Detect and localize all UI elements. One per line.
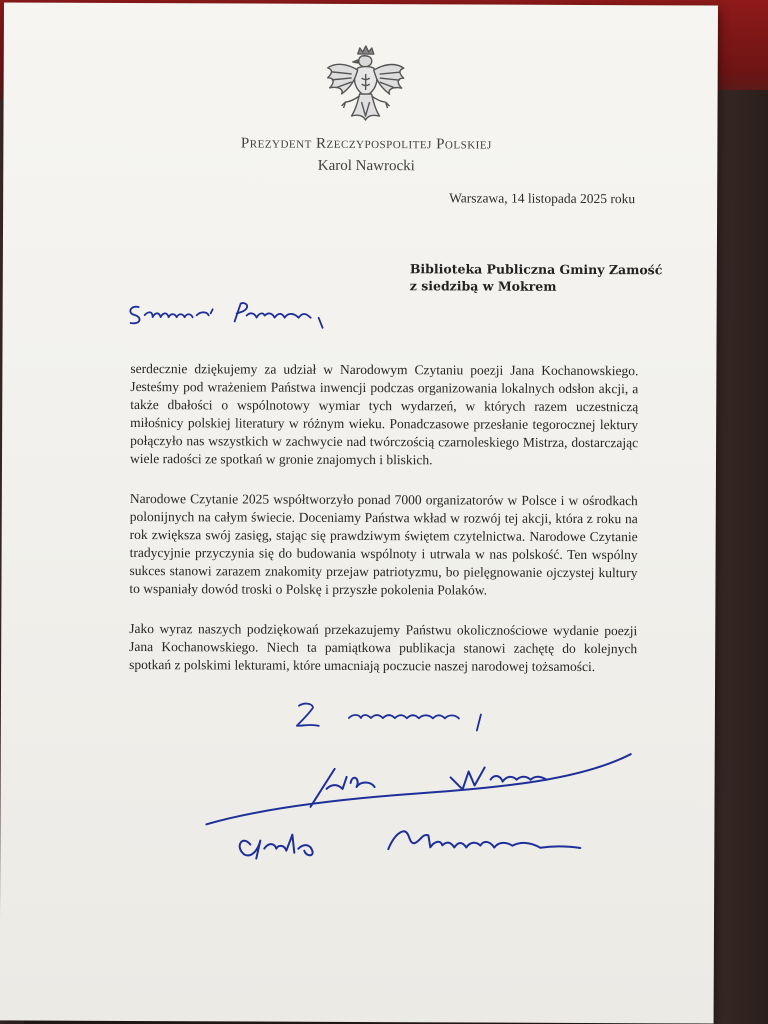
letterhead	[143, 133, 589, 177]
letter-page	[0, 2, 718, 1023]
handwritten-closing	[291, 696, 511, 737]
letterhead-name: Karol Nawrocki	[317, 157, 415, 175]
letter-date: Warszawa, 14 listopada 2025 roku	[449, 190, 636, 207]
letter-body	[129, 360, 638, 698]
recipient-line-2: z siedzibą w Mokrem	[409, 278, 557, 294]
body-paragraph-3: Jako wyraz naszych podziękowań przekazujemy Państwu okolicznościowe wydanie poezji Jana Kochanowskiego. Niech ta pamiątkowa publikacja stanowi zachętę do kolejnych spotkań z polskimi lekturami, które umacniają poczucie naszej narodowej tożsamości.	[129, 620, 638, 675]
body-paragraph-1: serdecznie dziękujemy za udział w Narodowym Czytaniu poezji Jana Kochanowskiego. Jesteśmy pod wrażeniem Państwa inwencji podczas organizowania lokalnych odsłon akcji, a także dbałości o wspólnotowy wymiar tych wydarzeń, w których razem uczestniczą miłośnicy polskiej literatury w różnym wieku. Ponadczasowe przesłanie tegorocznej lektury połączyło nas wszystkich w zachwycie nad twórczością czarnoleskiego Mistrza, dostarczając wiele radości ze spotkań w gronie znajomych i bliskich.	[129, 360, 639, 468]
body-paragraph-2: Narodowe Czytanie 2025 współtworzyło ponad 7000 organizatorów w Polsce i w ośrodkach polonijnych na całym świecie. Doceniamy Państwa wkład w rozwój tej akcji, która z roku na rok zwiększa swój zasięg, stając się prawdziwym świętem czytelnictwa. Narodowe Czytanie tradycyjnie przyczynia się do budowania wspólnoty i utrwala w nas polskość. Ten wspólny sukces stanowi zarazem znakomity przejaw patriotyzmu, bo pielęgnowanie ojczystej kultury to wspaniały dowód troski o Polskę i przyszłe pokolenia Polaków.	[129, 490, 638, 598]
recipient-line-1: Biblioteka Publiczna Gminy Zamość	[409, 261, 663, 278]
eagle-emblem-icon	[321, 44, 409, 124]
handwritten-salutation	[123, 293, 353, 336]
letterhead-title: Prezydent Rzeczypospolitej Polskiej	[240, 135, 492, 153]
president-signature	[200, 748, 641, 870]
recipient-address	[410, 260, 670, 295]
